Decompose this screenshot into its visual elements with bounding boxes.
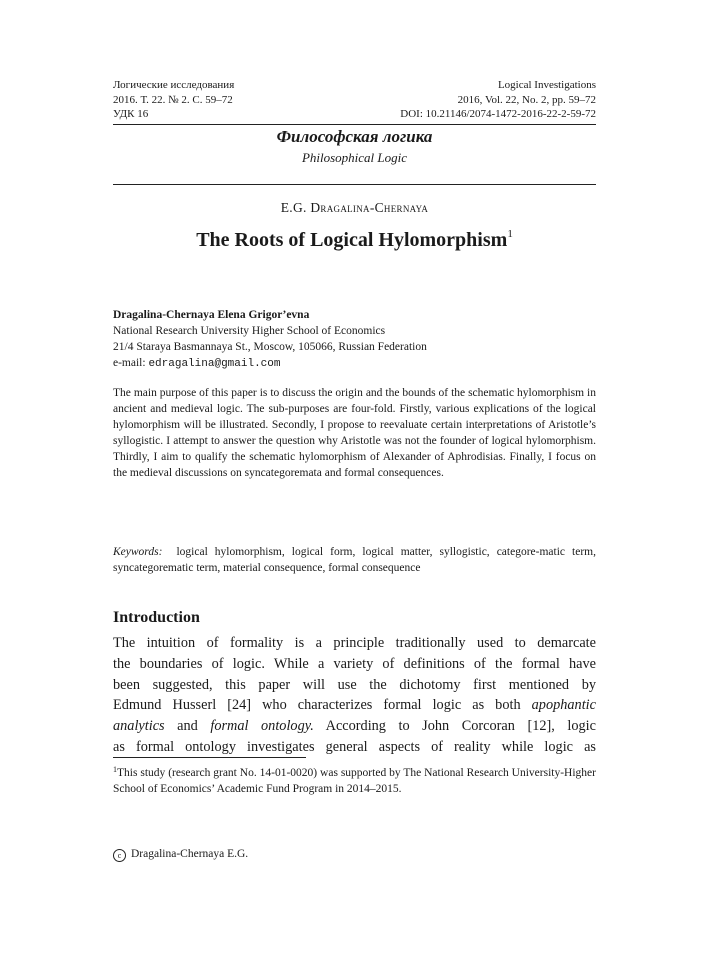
institution: National Research University Higher School of Economics <box>113 325 386 337</box>
intro-italic-formal-ontology: formal ontology. <box>210 718 314 735</box>
intro-line <box>113 716 596 737</box>
journal-issue-ru: 2016. Т. 22. № 2. С. 59–72 <box>113 93 233 106</box>
footnote-rule <box>113 757 306 758</box>
intro-line <box>113 695 596 716</box>
footnote <box>113 762 596 797</box>
address: 21/4 Staraya Basmannaya St., Moscow, 105066, Russian Federation <box>113 341 427 353</box>
copyright-notice <box>113 848 248 862</box>
introduction-heading: Introduction <box>113 609 200 626</box>
header-rule <box>113 124 596 125</box>
paper-title-text: The Roots of Logical Hylomorphism <box>196 229 508 251</box>
journal-header-en <box>400 78 596 122</box>
section-title-ru: Философская логика <box>276 127 433 146</box>
intro-line-text: and <box>164 718 211 735</box>
keywords-text: logical hylomorphism, logical form, logical matter, syllogistic, categore-matic term, syncategorematic term, material consequence, formal consequence <box>113 546 596 574</box>
intro-line: as formal ontology investigates general aspects of reality while logic as <box>113 738 596 755</box>
author-full-name: Dragalina-Chernaya Elena Grigor’evna <box>113 309 310 321</box>
journal-header-ru <box>113 78 234 122</box>
footnote-mark: 1 <box>113 765 117 774</box>
footnote-text: This study (research grant No. 14-01-0020) was supported by The National Research University-Higher School of Economics’ Academic Fund Program in 2014–2015. <box>113 767 596 795</box>
intro-italic-apophantic: apophantic <box>531 697 596 714</box>
journal-name-ru: Логические исследования <box>113 79 235 91</box>
intro-line-text: According to John Corcoran [12], logic <box>313 718 596 735</box>
copyright-icon: c <box>113 849 126 862</box>
keywords <box>113 544 596 576</box>
author-affiliation <box>113 307 596 372</box>
intro-line-text: Edmund Husserl [24] who characterizes formal logic as both <box>113 697 532 714</box>
intro-line: the boundaries of logic. While a variety of definitions of the formal have <box>113 655 596 672</box>
udc-code: УДК 16 <box>113 108 149 120</box>
intro-line: The intuition of formality is a principle traditionally used to demarcate <box>113 635 596 651</box>
introduction-text <box>113 633 596 758</box>
intro-italic-analytics: analytics <box>113 718 165 735</box>
email-label: e-mail: <box>113 357 149 369</box>
abstract: The main purpose of this paper is to discuss the origin and the bounds of the schematic hylomorphism in ancient and medieval logic. The sub-purposes are four-fold. Firstly, various explications of the logical hylomorphism will be illustrated. Secondly, I propose to reevaluate certain interpretations of Aristotle’s syllogistic. I attempt to answer the question why Aristotle was not the founder of logical hylomorphism. Thirdly, I aim to qualify the schematic hylomorphism of Alexander of Aphrodisias. Finally, I focus on the medieval discussions on syncategoremata and formal consequences. <box>113 387 596 479</box>
copyright-holder: Dragalina-Chernaya E.G. <box>131 848 249 860</box>
author-short: E.G. Dragalina-Chernaya <box>280 200 429 215</box>
doi: DOI: 10.21146/2074-1472-2016-22-2-59-72 <box>400 108 596 120</box>
intro-line: been suggested, this paper will use the dichotomy first mentioned by <box>113 676 596 693</box>
keywords-label: Keywords: <box>113 546 163 558</box>
section-title-en: Philosophical Logic <box>301 150 408 165</box>
journal-name-en: Logical Investigations <box>497 79 596 91</box>
email-line <box>113 355 596 372</box>
paper-title <box>113 228 596 252</box>
journal-issue-en: 2016, Vol. 22, No. 2, pp. 59–72 <box>457 93 596 106</box>
title-footnote-mark: 1 <box>507 228 513 240</box>
email-address: edragalina@gmail.com <box>148 358 281 370</box>
section-rule <box>113 184 596 185</box>
